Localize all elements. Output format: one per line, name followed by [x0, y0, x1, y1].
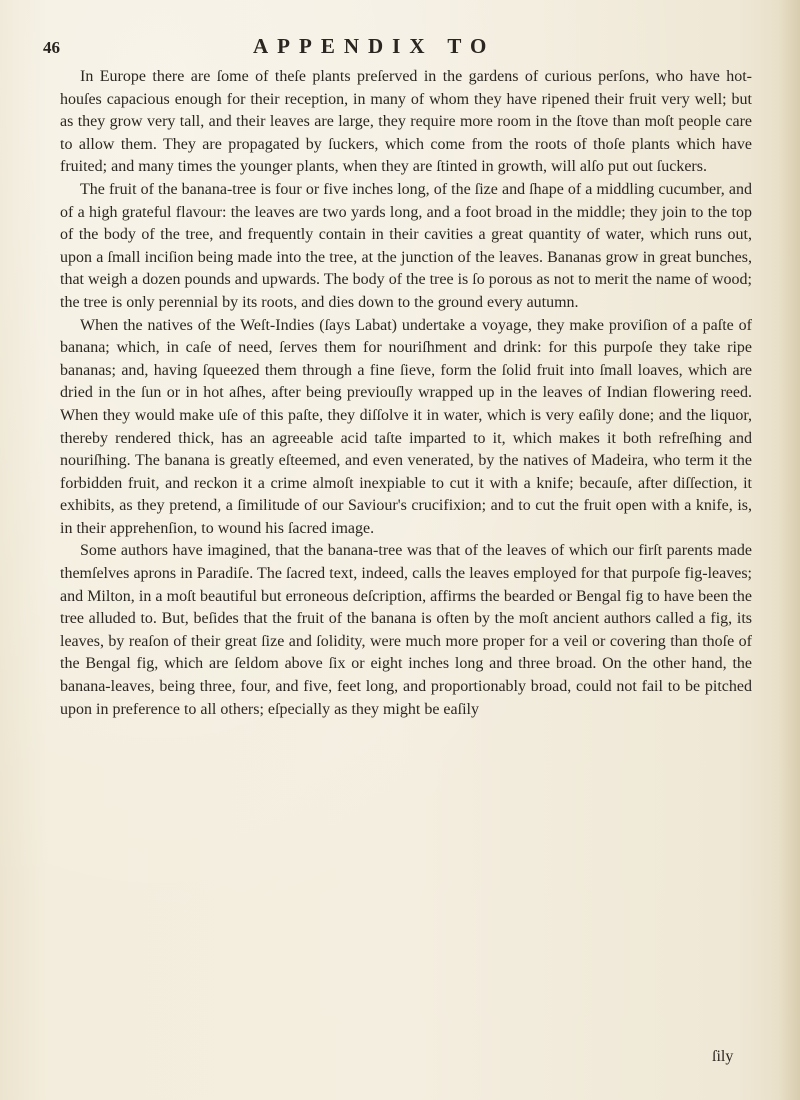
- page-edge-shadow: [778, 0, 800, 1100]
- page-header: [43, 34, 743, 64]
- catchword: ſily: [712, 1048, 734, 1065]
- running-head: APPENDIX TO: [253, 34, 496, 58]
- body-text: [60, 66, 752, 721]
- paragraph-west-indies: When the natives of the Weſt-Indies (ſays Labat) undertake a voyage, they make proviſion of a paſte of banana; which, in caſe of need, ſerves them for nouriſhment and drink: for this purpoſe they take ripe bananas; and, having ſqueezed them through a fine ſieve, form the ſolid fruit into ſmall loaves, which are dried in the ſun or in hot aſhes, after being previouſly wrapped up in the leaves of Indian flowering reed. When they would make uſe of this paſte, they diſſolve it in water, which is very eaſily done; and the liquor, thereby rendered thick, has an agreeable acid taſte imparted to it, which makes it both refreſhing and nouriſhing. The banana is greatly eſteemed, and even venerated, by the natives of Madeira, who term it the forbidden fruit, and reckon it a crime almoſt inexpiable to cut it with a knife; becauſe, after diſſection, it exhibits, as they pretend, a ſimilitude of our Saviour's crucifixion; and to cut the fruit open with a knife, is, in their apprehenſion, to wound his ſacred image.: [60, 316, 752, 537]
- paragraph-europe-plants: In Europe there are ſome of theſe plants preſerved in the gardens of curious perſons, who have hot-houſes capacious enough for their reception, in many of whom they have ripened their fruit very well; but as they grow very tall, and their leaves are large, they require more room in the ſtove than moſt people care to allow them. They are propagated by ſuckers, which come from the roots of thoſe plants which have fruited; and many times the younger plants, when they are ſtinted in growth, will alſo put out ſuckers.: [60, 68, 752, 176]
- paragraph-banana-fruit: The fruit of the banana-tree is four or five inches long, of the ſize and ſhape of a middling cucumber, and of a high grateful flavour: the leaves are two yards long, and a foot broad in the middle; they join to the top of the body of the tree, and frequently contain in their cavities a great quantity of water, which runs out, upon a ſmall inciſion being made into the tree, at the junction of the leaves. Bananas grow in great bunches, that weigh a dozen pounds and upwards. The body of the tree is ſo porous as not to merit the name of wood; the tree is only perennial by its roots, and dies down to the ground every autumn.: [60, 180, 752, 311]
- paragraph-paradise-leaves: Some authors have imagined, that the banana-tree was that of the leaves of which our firſt parents made themſelves aprons in Paradiſe. The ſacred text, indeed, calls the leaves employed for that purpoſe fig-leaves; and Milton, in a moſt beautiful but erroneous deſcription, affirms the bearded or Bengal fig to have been the tree alluded to. But, beſides that the fruit of the banana is often by the moſt ancient authors called a fig, its leaves, by reaſon of their great ſize and ſolidity, were much more proper for a veil or covering than thoſe of the Bengal fig, which are ſeldom above ſix or eight inches long and three broad. On the other hand, the banana-leaves, being three, four, and five, feet long, and proportionably broad, could not fail to be pitched upon in preference to all others; eſpecially as they might be eaſily: [60, 542, 752, 718]
- page-number: 46: [43, 38, 60, 57]
